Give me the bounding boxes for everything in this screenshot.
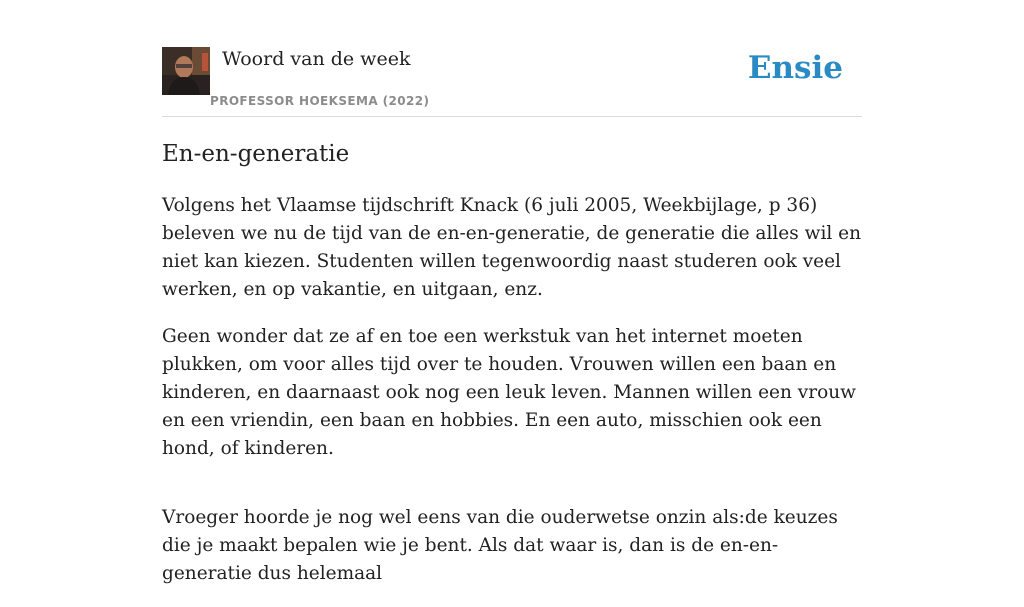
article-paragraph: Geen wonder dat ze af en toe een werkstuk van het internet moeten plukken, om voor alles tijd over te houden. Vrouwen willen een baan en kinderen, en daarnaast ook nog een leuk leven. Mannen willen een vrouw en een vriendin, een baan en hobbies. En een auto, misschien ook een hond, of kinderen. <box>162 326 856 459</box>
article-paragraph: Vroeger hoorde je nog wel eens van die ouderwetse onzin als:de keuzes die je maakt bepalen wie je bent. Als dat waar is, dan is de en-en-generatie dus helemaal <box>162 507 838 584</box>
post-header <box>162 44 862 117</box>
blog-title[interactable]: Woord van de week <box>222 48 411 70</box>
brand-logo[interactable]: Ensie <box>747 50 843 86</box>
article-paragraph: Volgens het Vlaamse tijdschrift Knack (6 juli 2005, Weekbijlage, p 36) beleven we nu de tijd van de en-en-generatie, de generatie die alles wil en niet kan kiezen. Studenten willen tegenwoordig naast studeren ook veel werken, en op vakantie, en uitgaan, enz. <box>162 195 862 300</box>
author-photo-icon <box>162 47 210 95</box>
author-avatar[interactable] <box>162 47 210 95</box>
article-title: En-en-generatie <box>162 141 350 167</box>
author-name[interactable]: PROFESSOR HOEKSEMA (2022) <box>210 94 430 108</box>
article <box>162 138 862 607</box>
